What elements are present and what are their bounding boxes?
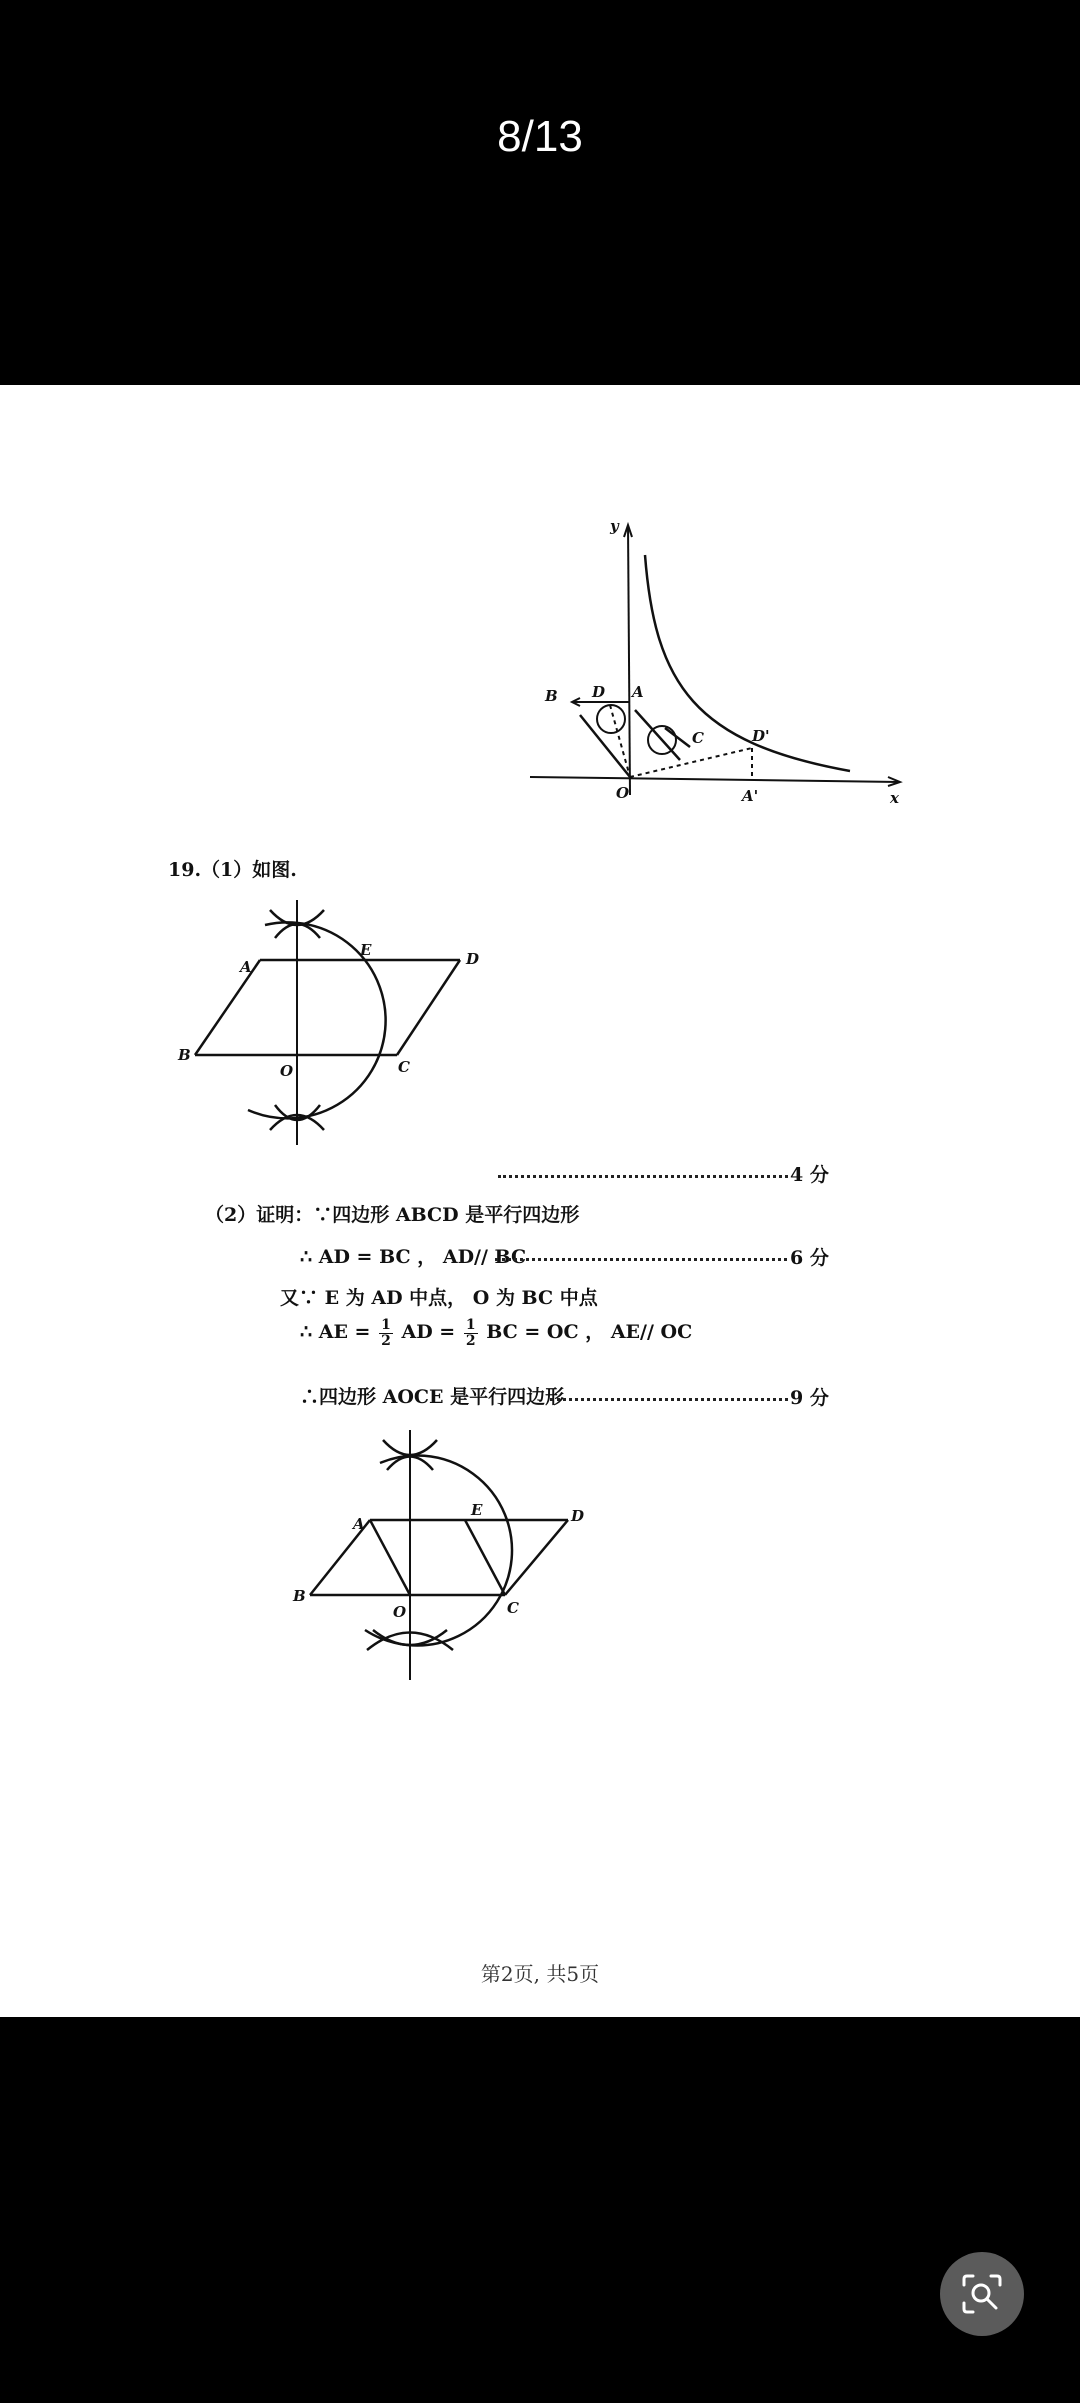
fig3-label-A: A xyxy=(353,1515,365,1533)
fig2-label-D: D xyxy=(466,950,480,968)
score-1: 4 分 xyxy=(790,1164,829,1186)
q19-part1-heading: 19.（1）如图. xyxy=(168,859,297,881)
fig3-label-C: C xyxy=(507,1599,519,1617)
proof-line-2: ∴ AD = BC ， AD// BC xyxy=(300,1246,527,1268)
score-leader-2 xyxy=(495,1258,787,1261)
viewer-bottom-bar xyxy=(0,2017,1080,2403)
score-leader-3 xyxy=(550,1398,788,1401)
fraction-half-1 xyxy=(379,1318,393,1349)
circle-construction-figure-2 xyxy=(285,1425,605,1680)
fraction-numerator: 1 xyxy=(381,1316,391,1333)
fraction-numerator: 1 xyxy=(465,1316,476,1333)
image-search-button[interactable] xyxy=(940,2252,1024,2336)
fig2-label-A: A xyxy=(240,958,252,976)
fig2-label-E: E xyxy=(360,941,372,959)
score-3: 9 分 xyxy=(790,1387,829,1409)
label-O: O xyxy=(616,784,630,802)
fig2-label-C: C xyxy=(398,1058,410,1076)
image-search-icon xyxy=(960,2272,1004,2316)
label-A: A xyxy=(632,683,644,701)
proof-line-4-part-a: ∴ AE = xyxy=(300,1321,371,1343)
proof-line-4 xyxy=(300,1317,692,1349)
fig3-label-D: D xyxy=(571,1507,585,1525)
fig2-label-B: B xyxy=(178,1046,191,1064)
proof-line-3: 又∵ E 为 AD 中点， O 为 BC 中点 xyxy=(280,1287,598,1309)
page-footer: 第2页, 共5页 xyxy=(480,1962,600,1986)
q19-part2-intro: （2）证明：∵四边形 ABCD 是平行四边形 xyxy=(205,1204,580,1226)
fig3-label-B: B xyxy=(293,1587,306,1605)
score-2: 6 分 xyxy=(790,1247,829,1269)
fig2-label-O: O xyxy=(280,1062,294,1080)
label-A-prime: A' xyxy=(742,787,759,805)
fig3-label-O: O xyxy=(393,1603,407,1621)
label-C: C xyxy=(692,729,704,747)
score-leader-1 xyxy=(498,1175,788,1178)
viewer-top-bar xyxy=(0,0,1080,385)
fraction-half-2 xyxy=(464,1318,478,1349)
label-y: y xyxy=(610,517,619,535)
fraction-denominator: 2 xyxy=(381,1332,391,1349)
proof-line-5: ∴四边形 AOCE 是平行四边形 xyxy=(300,1386,565,1408)
fig3-label-E: E xyxy=(471,1501,483,1519)
proof-line-4-part-b: AD = xyxy=(401,1321,456,1343)
label-B: B xyxy=(545,687,558,705)
label-x: x xyxy=(890,789,899,807)
label-D: D xyxy=(592,683,606,701)
fraction-denominator: 2 xyxy=(465,1332,476,1349)
page-counter: 8/13 xyxy=(497,112,583,161)
hyperbola-figure xyxy=(520,515,920,840)
document-page xyxy=(0,385,1080,2017)
label-D-prime: D' xyxy=(752,727,770,745)
circle-construction-figure-1 xyxy=(170,900,500,1150)
proof-line-4-part-c: BC = OC ， AE// OC xyxy=(486,1321,693,1343)
